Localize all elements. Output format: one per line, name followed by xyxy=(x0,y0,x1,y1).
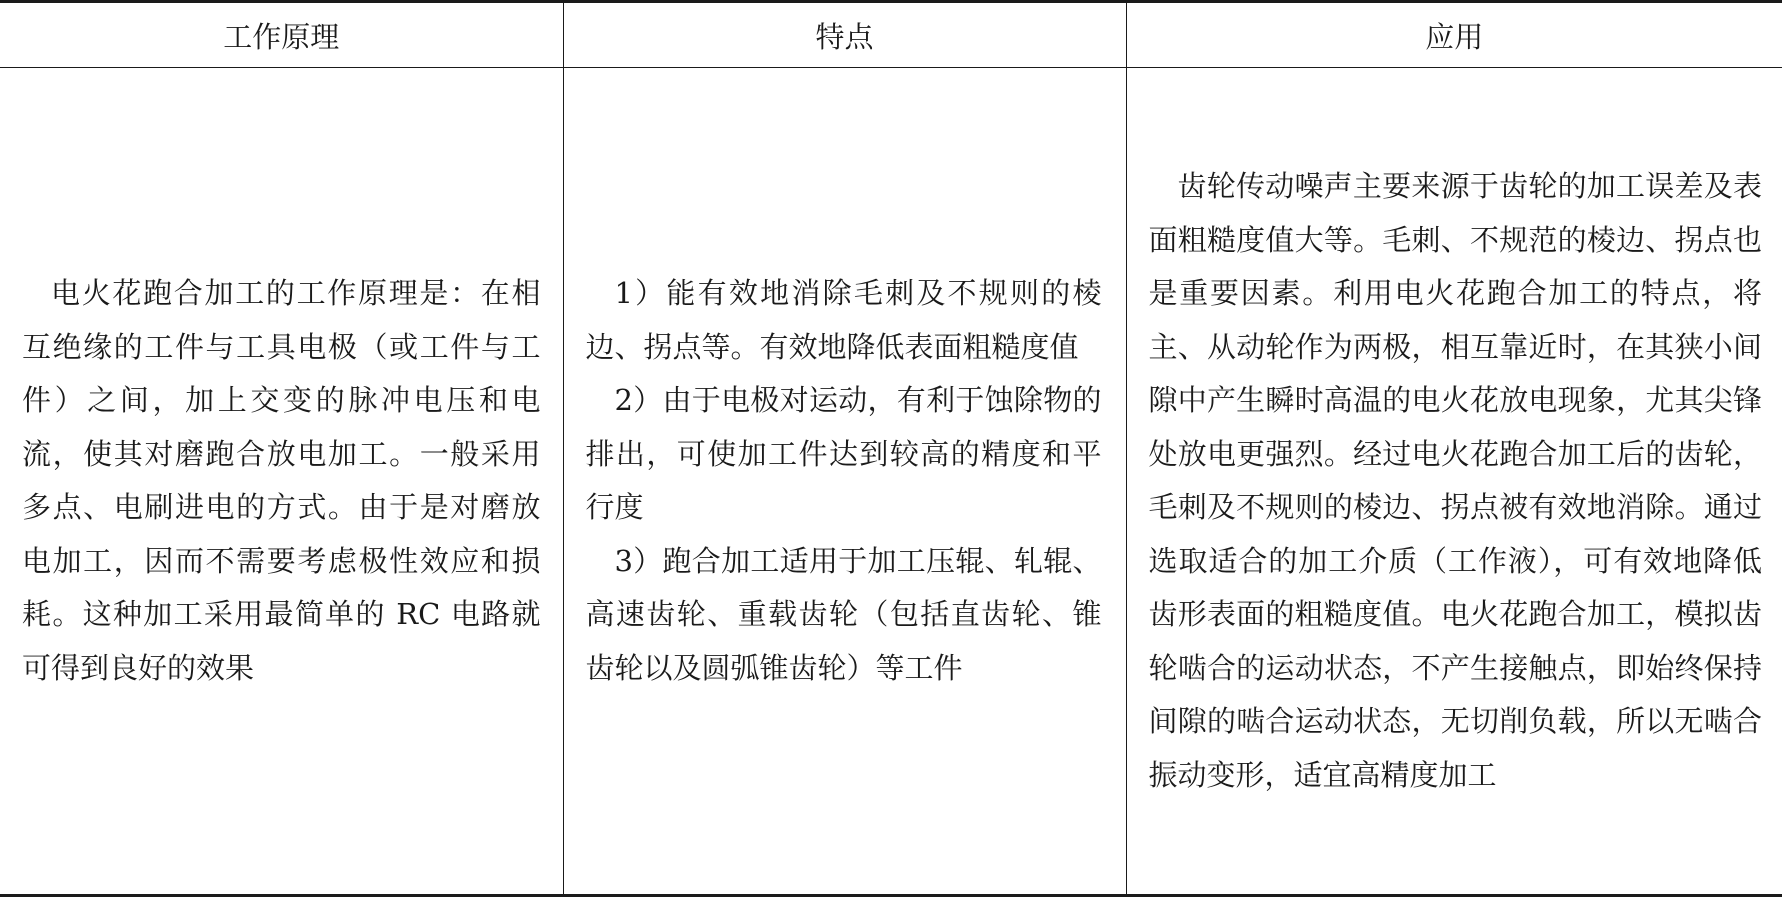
cell-features xyxy=(563,68,1126,896)
table-row xyxy=(0,68,1782,896)
application-text: 齿轮传动噪声主要来源于齿轮的加工误差及表面粗糙度值大等。毛刺、不规范的棱边、拐点也是重要因素。利用电火花跑合加工的特点，将主、从动轮作为两极，相互靠近时，在其狭小间隙中产生瞬时高温的电火花放电现象，尤其尖锋处放电更强烈。经过电火花跑合加工后的齿轮，毛刺及不规则的棱边、拐点被有效地消除。通过选取适合的加工介质（工作液），可有效地降低齿形表面的粗糙度值。电火花跑合加工，模拟齿轮啮合的运动状态，不产生接触点，即始终保持间隙的啮合运动状态，无切削负载，所以无啮合振动变形，适宜高精度加工 xyxy=(1148,169,1762,792)
header-principle: 工作原理 xyxy=(0,2,563,68)
principle-text: 电火花跑合加工的工作原理是：在相互绝缘的工件与工具电极（或工件与工件）之间，加上交变的脉冲电压和电流，使其对磨跑合放电加工。一般采用多点、电刷进电的方式。由于是对磨放电加工，因而不需要考虑极性效应和损耗。这种加工采用最简单的 RC 电路就可得到良好的效果 xyxy=(22,276,541,685)
table-header-row xyxy=(0,2,1782,68)
header-features: 特点 xyxy=(563,2,1126,68)
cell-principle xyxy=(0,68,563,896)
header-application: 应用 xyxy=(1126,2,1782,68)
feature-item-2: 2）由于电极对运动，有利于蚀除物的排出，可使加工件达到较高的精度和平行度 xyxy=(585,383,1102,524)
feature-item-1: 1）能有效地消除毛刺及不规则的棱边、拐点等。有效地降低表面粗糙度值 xyxy=(585,276,1102,364)
feature-item-3: 3）跑合加工适用于加工压辊、轧辊、高速齿轮、重载齿轮（包括直齿轮、锥齿轮以及圆弧锥齿轮）等工件 xyxy=(585,543,1102,685)
cell-application xyxy=(1126,68,1782,896)
